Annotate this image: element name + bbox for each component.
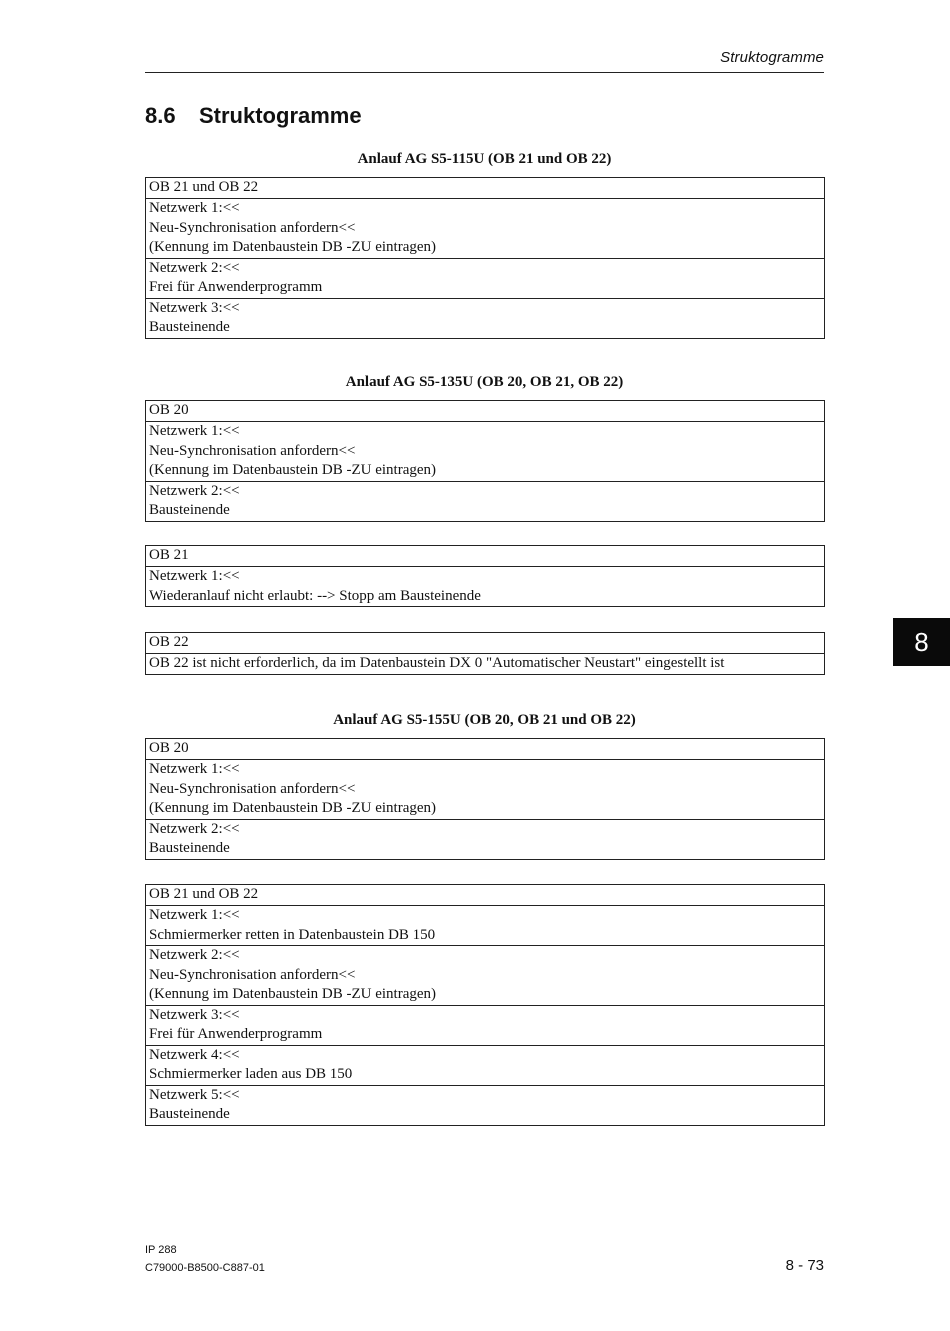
network-line: Frei für Anwenderprogramm <box>149 1026 323 1042</box>
network-row <box>146 759 824 819</box>
network-line: Netzwerk 2:<< <box>149 482 240 499</box>
block-header-text: OB 20 <box>149 402 189 418</box>
network-line: Frei für Anwenderprogramm <box>149 279 323 295</box>
block-header <box>146 401 824 421</box>
footer-left <box>145 1241 265 1277</box>
structogram-caption: Anlauf AG S5-115U (OB 21 und OB 22) <box>357 151 612 167</box>
network-line: Netzwerk 1:<< <box>149 568 240 584</box>
structogram-box <box>145 177 825 339</box>
network-row <box>146 1085 824 1125</box>
network-line: Schmiermerker retten in Datenbaustein DB 150 <box>149 926 436 943</box>
structogram-box <box>145 632 825 675</box>
footer-product: IP 288 <box>145 1244 177 1256</box>
network-line: Neu-Synchronisation anfordern<< <box>149 966 356 983</box>
structogram-caption: Anlauf AG S5-155U (OB 20, OB 21 und OB 22) <box>333 712 636 728</box>
network-row <box>146 298 824 338</box>
structogram-box <box>145 884 825 1126</box>
network-row <box>146 481 824 521</box>
network-row <box>146 566 824 606</box>
network-line: Netzwerk 3:<< <box>149 299 240 316</box>
network-line: (Kennung im Datenbaustein DB -ZU eintragen) <box>149 239 436 255</box>
network-row <box>146 1005 824 1045</box>
footer-order-number: C79000-B8500-C887-01 <box>145 1262 265 1274</box>
block-header-text: OB 22 <box>149 634 189 650</box>
network-line: Netzwerk 1:<< <box>149 200 240 216</box>
network-line: Netzwerk 1:<< <box>149 423 240 439</box>
network-line: Netzwerk 1:<< <box>149 761 240 777</box>
block-header <box>146 633 824 653</box>
network-row <box>146 905 824 945</box>
network-row <box>146 819 824 859</box>
block-header <box>146 546 824 566</box>
network-line: Bausteinende <box>149 502 230 518</box>
network-row <box>146 945 824 1005</box>
block-header-text: OB 21 und OB 22 <box>149 179 259 195</box>
block-header <box>146 739 824 759</box>
page-number: 8 - 73 <box>785 1257 824 1274</box>
block-header <box>146 885 824 905</box>
network-line: Netzwerk 1:<< <box>149 907 240 923</box>
network-line: Bausteinende <box>149 319 230 335</box>
section-title-text: Struktogramme <box>199 103 362 128</box>
network-row <box>146 198 824 258</box>
network-line: Netzwerk 3:<< <box>149 1006 240 1023</box>
structogram-caption: Anlauf AG S5-135U (OB 20, OB 21, OB 22) <box>345 374 624 390</box>
network-line: Netzwerk 2:<< <box>149 947 240 963</box>
structogram-box <box>145 738 825 860</box>
header-rule <box>145 72 824 73</box>
network-line: (Kennung im Datenbaustein DB -ZU eintragen) <box>149 800 436 816</box>
running-head: Struktogramme <box>720 49 824 66</box>
network-line: Neu-Synchronisation anfordern<< <box>149 219 356 236</box>
network-row <box>146 421 824 481</box>
network-line: Netzwerk 5:<< <box>149 1086 240 1103</box>
block-header-text: OB 21 und OB 22 <box>149 886 259 902</box>
network-row <box>146 653 824 674</box>
structogram-box <box>145 545 825 607</box>
network-line: (Kennung im Datenbaustein DB -ZU eintragen) <box>149 986 436 1002</box>
network-line: Schmiermerker laden aus DB 150 <box>149 1066 353 1082</box>
network-line: Bausteinende <box>149 1106 230 1122</box>
network-row <box>146 1045 824 1085</box>
network-line: Bausteinende <box>149 840 230 856</box>
network-line: OB 22 ist nicht erforderlich, da im Datenbaustein DX 0 "Automatischer Neustart" eingestellt ist <box>149 655 725 671</box>
chapter-tab: 8 <box>893 618 950 666</box>
section-number: 8.6 <box>145 103 176 128</box>
network-row <box>146 258 824 298</box>
structogram-box <box>145 400 825 522</box>
section-title <box>145 103 362 129</box>
block-header <box>146 178 824 198</box>
network-line: Netzwerk 2:<< <box>149 820 240 837</box>
network-line: Netzwerk 4:<< <box>149 1046 240 1063</box>
block-header-text: OB 20 <box>149 740 189 756</box>
network-line: Neu-Synchronisation anfordern<< <box>149 780 356 797</box>
network-line: Wiederanlauf nicht erlaubt: --> Stopp am Bausteinende <box>149 587 481 604</box>
network-line: Neu-Synchronisation anfordern<< <box>149 442 356 459</box>
network-line: (Kennung im Datenbaustein DB -ZU eintragen) <box>149 462 436 478</box>
block-header-text: OB 21 <box>149 547 189 563</box>
network-line: Netzwerk 2:<< <box>149 259 240 276</box>
